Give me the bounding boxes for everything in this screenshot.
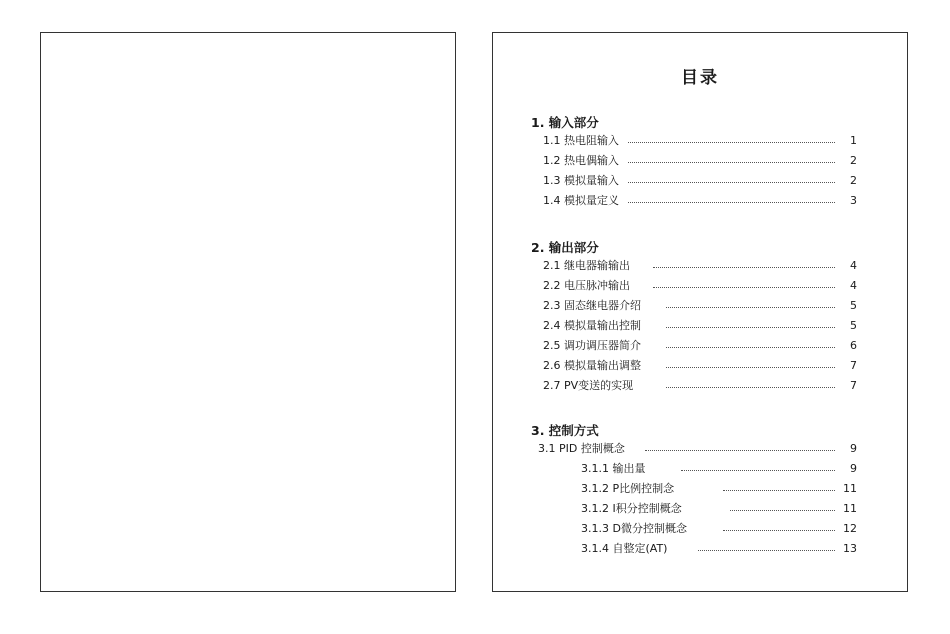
toc-entry[interactable] — [493, 499, 907, 519]
entry-label: 3.1.1 输出量 — [581, 462, 646, 475]
entry-label: 1.3 模拟量输入 — [543, 174, 619, 187]
toc-entry[interactable] — [493, 316, 907, 336]
entry-page: 9 — [850, 462, 857, 475]
dot-leader — [628, 142, 835, 143]
dot-leader — [645, 450, 835, 451]
entry-label: 3.1 PID 控制概念 — [538, 442, 625, 455]
entry-page: 2 — [850, 174, 857, 187]
dot-leader — [666, 367, 835, 368]
dot-leader — [723, 530, 835, 531]
dot-leader — [666, 387, 835, 388]
dot-leader — [628, 202, 835, 203]
toc-page — [492, 32, 908, 592]
toc-entry[interactable] — [493, 191, 907, 211]
entry-label: 3.1.3 D微分控制概念 — [581, 522, 687, 535]
toc-entry[interactable] — [493, 296, 907, 316]
entry-label: 2.2 电压脉冲输出 — [543, 279, 630, 292]
dot-leader — [730, 510, 835, 511]
toc-entry[interactable] — [493, 171, 907, 191]
entry-page: 11 — [843, 502, 857, 515]
entry-page: 9 — [850, 442, 857, 455]
blank-left-page — [40, 32, 456, 592]
entry-page: 4 — [850, 259, 857, 272]
toc-entry[interactable] — [493, 459, 907, 479]
toc-entry[interactable] — [493, 256, 907, 276]
toc-entry[interactable] — [493, 376, 907, 396]
entry-page: 12 — [843, 522, 857, 535]
dot-leader — [666, 347, 835, 348]
toc-entry[interactable] — [493, 479, 907, 499]
toc-entry[interactable] — [493, 439, 907, 459]
entry-label: 2.7 PV变送的实现 — [543, 379, 634, 392]
toc-entry[interactable] — [493, 356, 907, 376]
section-heading: 1. 输入部分 — [531, 115, 599, 130]
entry-label: 2.5 调功调压器简介 — [543, 339, 641, 352]
dot-leader — [666, 307, 835, 308]
dot-leader — [698, 550, 835, 551]
entry-page: 7 — [850, 379, 857, 392]
entry-page: 4 — [850, 279, 857, 292]
section-heading: 3. 控制方式 — [531, 423, 599, 438]
toc-entry[interactable] — [493, 151, 907, 171]
entry-page: 5 — [850, 319, 857, 332]
dot-leader — [653, 287, 835, 288]
entry-page: 3 — [850, 194, 857, 207]
entry-label: 2.1 继电器输输出 — [543, 259, 630, 272]
toc-entry[interactable] — [493, 519, 907, 539]
entry-label: 1.2 热电偶输入 — [543, 154, 619, 167]
entry-label: 3.1.2 I积分控制概念 — [581, 502, 682, 515]
entry-label: 3.1.4 自整定(AT) — [581, 542, 668, 555]
toc-entry[interactable] — [493, 539, 907, 559]
entry-label: 1.1 热电阻输入 — [543, 134, 619, 147]
dot-leader — [628, 182, 835, 183]
toc-entry[interactable] — [493, 276, 907, 296]
toc-entry[interactable] — [493, 131, 907, 151]
dot-leader — [666, 327, 835, 328]
entry-label: 2.3 固态继电器介绍 — [543, 299, 641, 312]
entry-label: 1.4 模拟量定义 — [543, 194, 619, 207]
entry-page: 11 — [843, 482, 857, 495]
entry-page: 6 — [850, 339, 857, 352]
entry-page: 1 — [850, 134, 857, 147]
entry-label: 3.1.2 P比例控制念 — [581, 482, 675, 495]
dot-leader — [628, 162, 835, 163]
toc-entry[interactable] — [493, 336, 907, 356]
toc-title: 目录 — [681, 68, 719, 88]
entry-page: 5 — [850, 299, 857, 312]
entry-page: 13 — [843, 542, 857, 555]
dot-leader — [681, 470, 835, 471]
dot-leader — [723, 490, 835, 491]
entry-label: 2.6 模拟量输出调整 — [543, 359, 641, 372]
entry-label: 2.4 模拟量输出控制 — [543, 319, 641, 332]
section-heading: 2. 输出部分 — [531, 240, 599, 255]
dot-leader — [653, 267, 835, 268]
entry-page: 2 — [850, 154, 857, 167]
entry-page: 7 — [850, 359, 857, 372]
